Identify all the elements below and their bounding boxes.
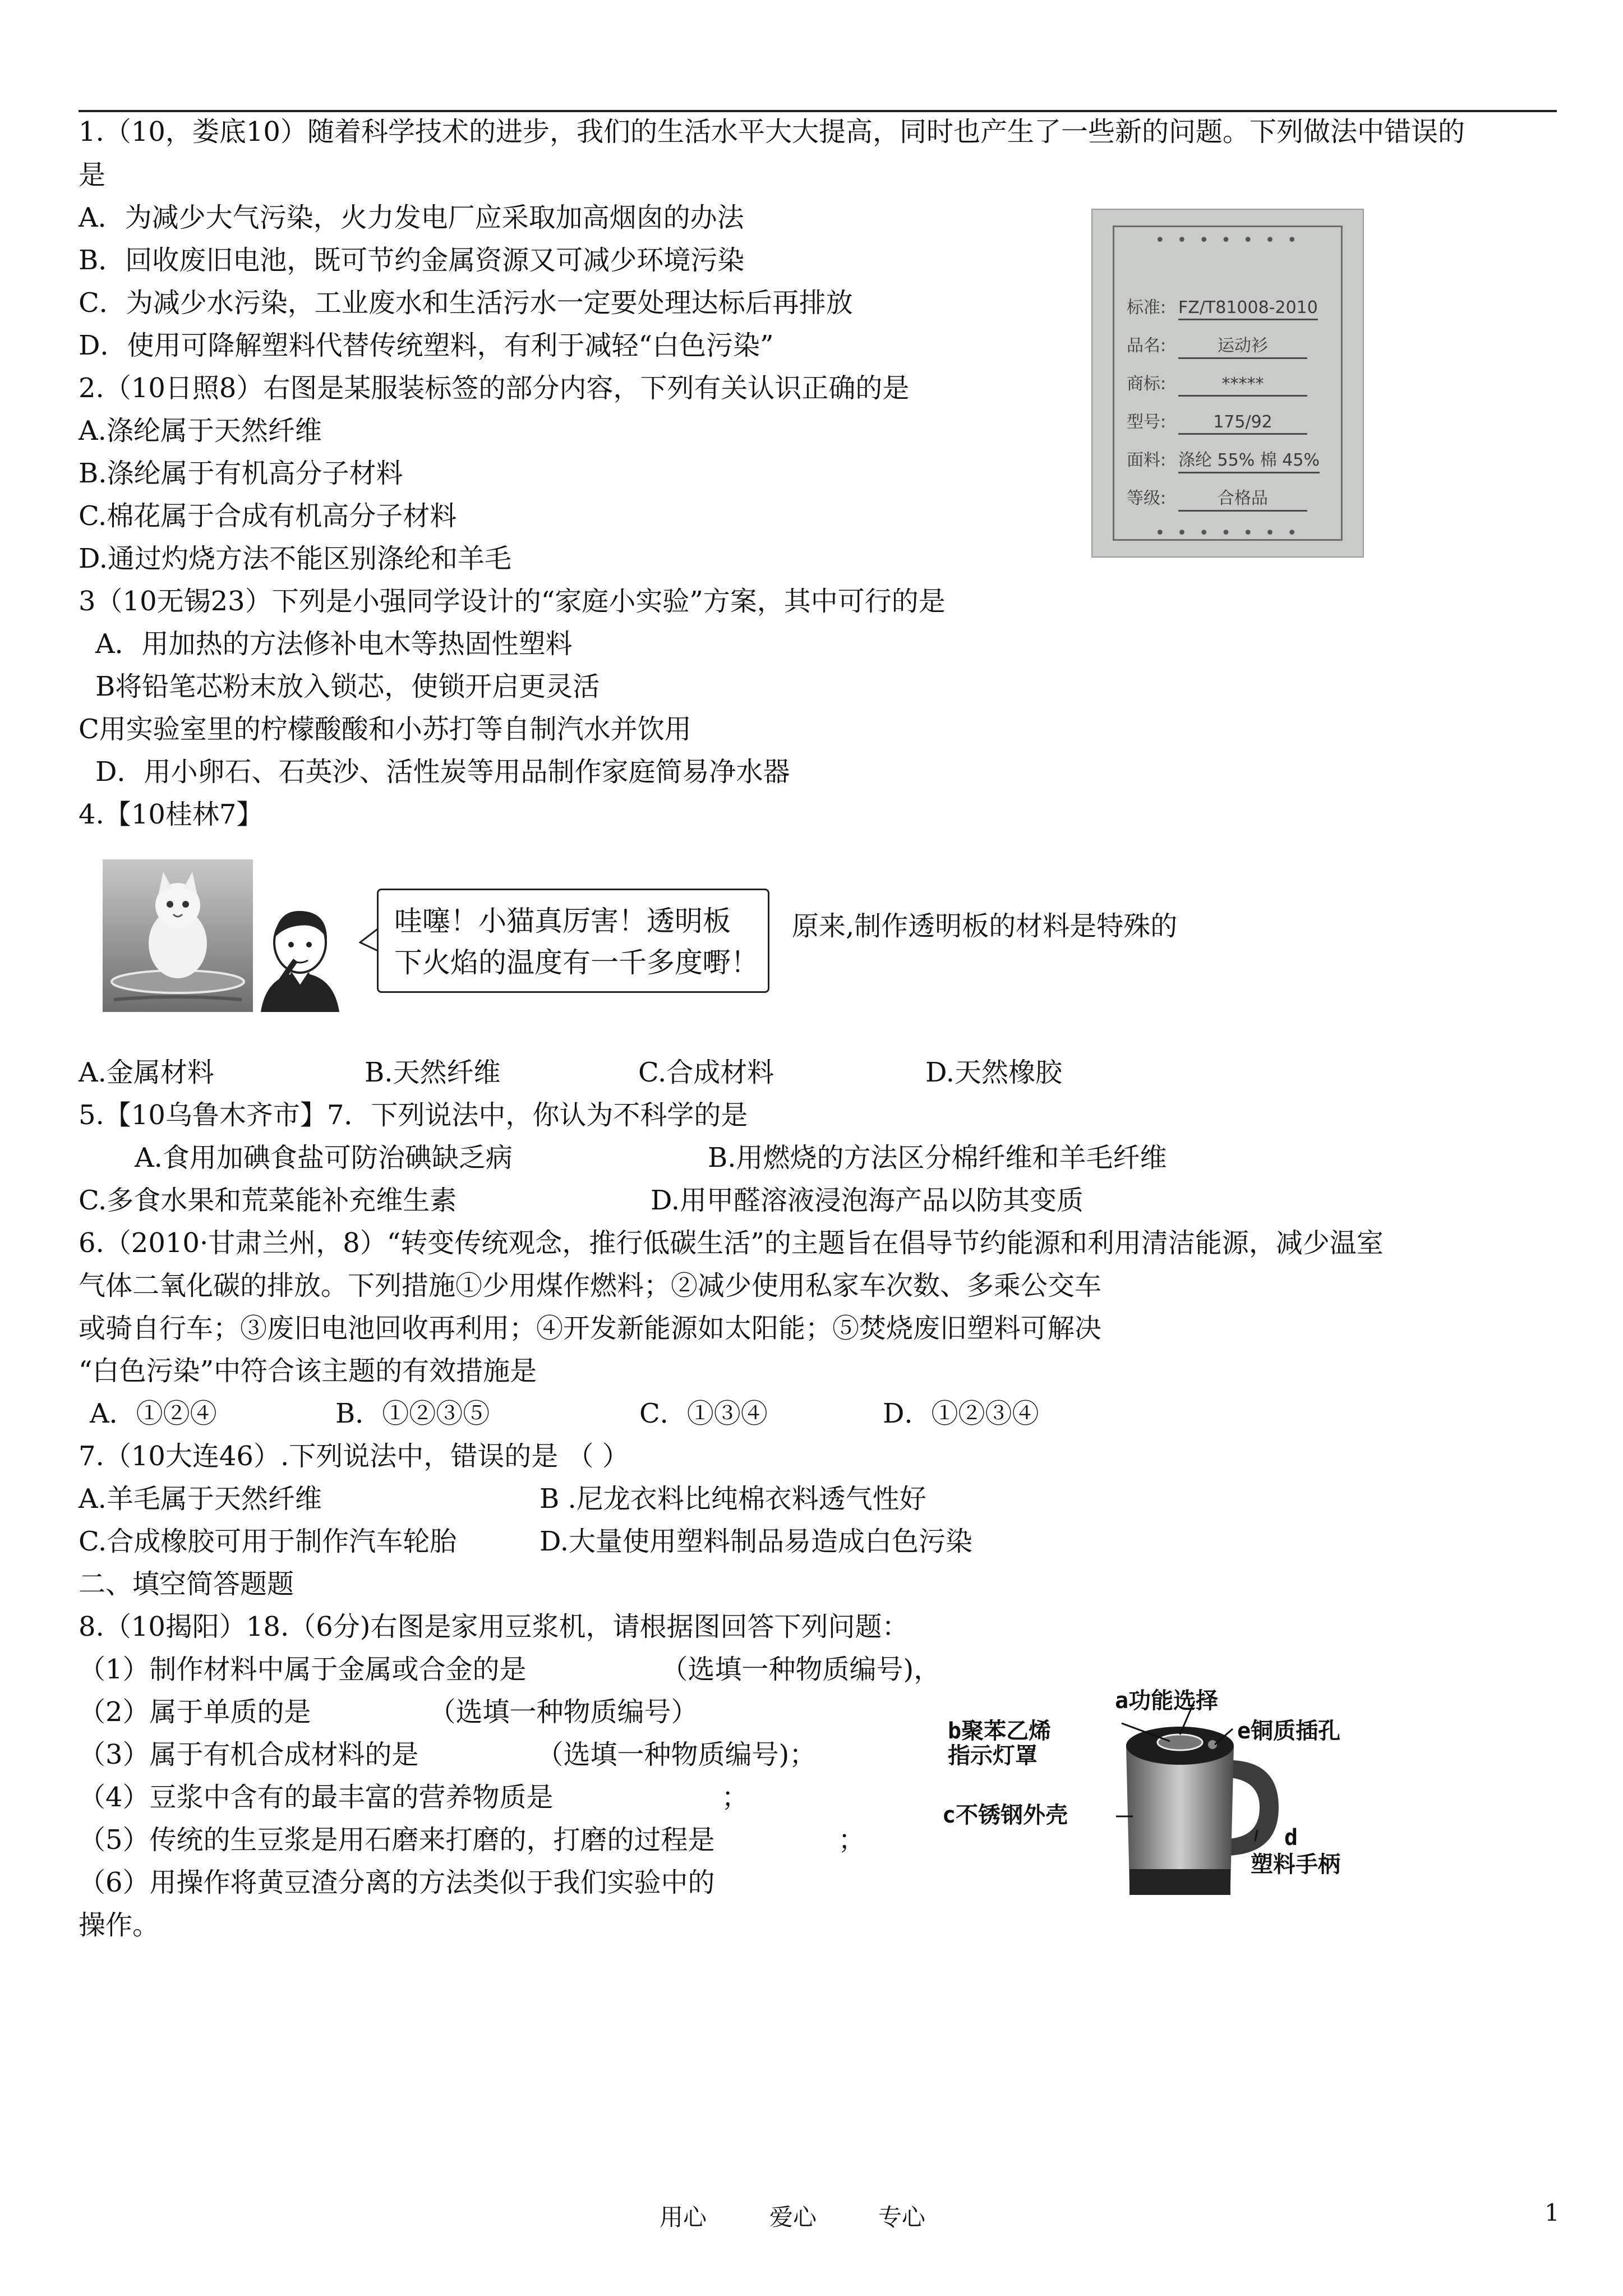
q2-option-a: A.涤纶属于天然纤维 <box>79 415 322 447</box>
q6-option-d: D．①②③④ <box>883 1398 1039 1429</box>
clothing-label-image <box>1091 209 1364 558</box>
q7-option-b: B .尼龙衣料比纯棉衣料透气性好 <box>540 1483 926 1515</box>
footer-text-right: 专心 <box>878 2203 926 2231</box>
q7-option-d: D.大量使用塑料制品易造成白色污染 <box>540 1526 973 1557</box>
q5-option-a: A.食用加碘食盐可防治碘缺乏病 <box>135 1142 513 1174</box>
label-row-standard: 标准: FZ/T81008-2010 <box>1127 293 1333 320</box>
label-row-fabric: 面料: 涤纶 55% 棉 45% <box>1127 446 1333 473</box>
q7-stem: 7.（10大连46）.下列说法中，错误的是 （ ） <box>79 1441 629 1472</box>
q5-option-b: B.用燃烧的方法区分棉纤维和羊毛纤维 <box>708 1142 1167 1174</box>
q6-stem-line2: 气体二氧化碳的排放。下列措施①少用煤作燃料；②减少使用私家车次数、多乘公交车 <box>79 1270 1102 1301</box>
q4-stem: 4.【10桂林7】 <box>79 799 264 830</box>
q1-option-a: A．为减少大气污染，火力发电厂应采取加高烟囱的办法 <box>79 202 744 233</box>
q2-option-d: D.通过灼烧方法不能区别涤纶和羊毛 <box>79 543 512 574</box>
q4-option-b: B.天然纤维 <box>365 1057 501 1088</box>
q3-stem: 3（10无锡23）下列是小强同学设计的“家庭小实验”方案，其中可行的是 <box>79 586 946 617</box>
q2-stem: 2.（10日照8）右图是某服装标签的部分内容，下列有关认识正确的是 <box>79 372 910 404</box>
q1-stem-line1: 1.（10，娄底10）随着科学技术的进步，我们的生活水平大大提高，同时也产生了一些新的问题。下列做法中错误的 <box>79 116 1465 148</box>
q3-option-c: C用实验室里的柠檬酸酸和小苏打等自制汽水并饮用 <box>79 714 691 745</box>
q3-option-a: A．用加热的方法修补电木等热固性塑料 <box>95 628 573 660</box>
machine-label-a: a功能选择 <box>1115 1688 1219 1714</box>
q5-option-d: D.用甲醛溶液浸泡海产品以防其变质 <box>651 1185 1084 1216</box>
cat-icon <box>103 859 253 1012</box>
q4-option-a: A.金属材料 <box>79 1057 214 1088</box>
label-dots-top: • • • • • • • <box>1155 231 1301 250</box>
q7-option-a: A.羊毛属于天然纤维 <box>79 1483 322 1515</box>
q8-item-3: （3）属于有机合成材料的是 （选填一种物质编号)； <box>79 1739 817 1770</box>
q7-option-c: C.合成橡胶可用于制作汽车轮胎 <box>79 1526 457 1557</box>
q4-option-c: C.合成材料 <box>638 1057 774 1088</box>
speech-bubble <box>377 889 769 993</box>
q1-option-d: D．使用可降解塑料代替传统塑料，有利于减轻“白色污染” <box>79 330 774 361</box>
q4-continuation-text: 原来,制作透明板的材料是特殊的 <box>792 910 1178 942</box>
section-2-heading: 二、填空简答题题 <box>79 1568 294 1600</box>
q1-option-c: C．为减少水污染，工业废水和生活污水一定要处理达标后再排放 <box>79 287 853 319</box>
label-row-grade: 等级: 合格品 <box>1127 484 1333 512</box>
label-row-model: 型号: 175/92 <box>1127 408 1333 435</box>
machine-label-e: e铜质插孔 <box>1237 1718 1341 1744</box>
label-row-brand: 商标: ***** <box>1127 370 1333 397</box>
q6-stem-line3: 或骑自行车；③废旧电池回收再利用；④开发新能源如太阳能；⑤焚烧废旧塑料可解决 <box>79 1313 1102 1344</box>
q1-option-b: B．回收废旧电池，既可节约金属资源又可减少环境污染 <box>79 245 745 276</box>
machine-label-b1: b聚苯乙烯 <box>948 1718 1052 1744</box>
label-dots-bottom: • • • • • • • <box>1155 523 1301 543</box>
boy-icon <box>255 902 345 1012</box>
thinking-boy-cartoon <box>255 902 345 1012</box>
q8-item-6: （6）用操作将黄豆渣分离的方法类似于我们实验中的 <box>79 1867 715 1898</box>
q5-option-c: C.多食水果和荒菜能补充维生素 <box>79 1185 457 1216</box>
clothing-label-card <box>1113 226 1343 541</box>
bubble-line-1: 哇噻！小猫真厉害！透明板 <box>394 905 731 937</box>
machine-label-d1: d <box>1284 1825 1298 1851</box>
top-rule <box>79 110 1557 112</box>
q8-item-1: （1）制作材料中属于金属或合金的是 （选填一种物质编号)， <box>79 1654 941 1685</box>
q8-item-6-cont: 操作。 <box>79 1910 160 1941</box>
cat-on-transparent-board-photo <box>103 859 253 1012</box>
footer-text-mid: 爱心 <box>769 2203 817 2231</box>
q6-stem-line4: “白色污染”中符合该主题的有效措施是 <box>79 1355 537 1387</box>
q3-option-b: B将铅笔芯粉末放入锁芯，使锁开启更灵活 <box>95 671 600 702</box>
q2-option-b: B.涤纶属于有机高分子材料 <box>79 458 403 489</box>
q6-stem-line1: 6.（2010·甘肃兰州，8）“转变传统观念，推行低碳生活”的主题旨在倡导节约能源和利用清洁能源，减少温室 <box>79 1227 1384 1259</box>
q6-option-b: B．①②③⑤ <box>335 1398 490 1429</box>
page-number: 1 <box>1544 2199 1560 2226</box>
q8-item-5: （5）传统的生豆浆是用石磨来打磨的，打磨的过程是 ； <box>79 1824 865 1856</box>
q4-option-d: D.天然橡胶 <box>925 1057 1063 1088</box>
q3-option-d: D．用小卵石、石英沙、活性炭等用品制作家庭简易净水器 <box>95 756 790 788</box>
machine-label-d2: 塑料手柄 <box>1251 1852 1340 1878</box>
q2-option-c: C.棉花属于合成有机高分子材料 <box>79 500 457 532</box>
label-row-name: 品名: 运动衫 <box>1127 332 1333 359</box>
machine-label-b2: 指示灯罩 <box>948 1743 1038 1769</box>
q6-option-a: A．①②④ <box>90 1398 217 1429</box>
machine-label-c: c不锈钢外壳 <box>942 1802 1068 1828</box>
q8-item-2: （2）属于单质的是 （选填一种物质编号） <box>79 1696 698 1728</box>
q8-stem: 8.（10揭阳）18.（6分)右图是家用豆浆机，请根据图回答下列问题： <box>79 1611 909 1642</box>
footer-text-left: 用心 <box>660 2203 707 2231</box>
q8-item-4: （4）豆浆中含有的最丰富的营养物质是 ； <box>79 1782 749 1813</box>
bubble-line-2: 下火焰的温度有一千多度嘢！ <box>394 946 759 979</box>
q1-stem-line2: 是 <box>79 159 106 191</box>
q6-option-c: C．①③④ <box>639 1398 768 1429</box>
soymilk-machine-figure <box>942 1678 1396 1936</box>
q5-stem: 5.【10乌鲁木齐市】7．下列说法中，你认为不科学的是 <box>79 1099 748 1131</box>
